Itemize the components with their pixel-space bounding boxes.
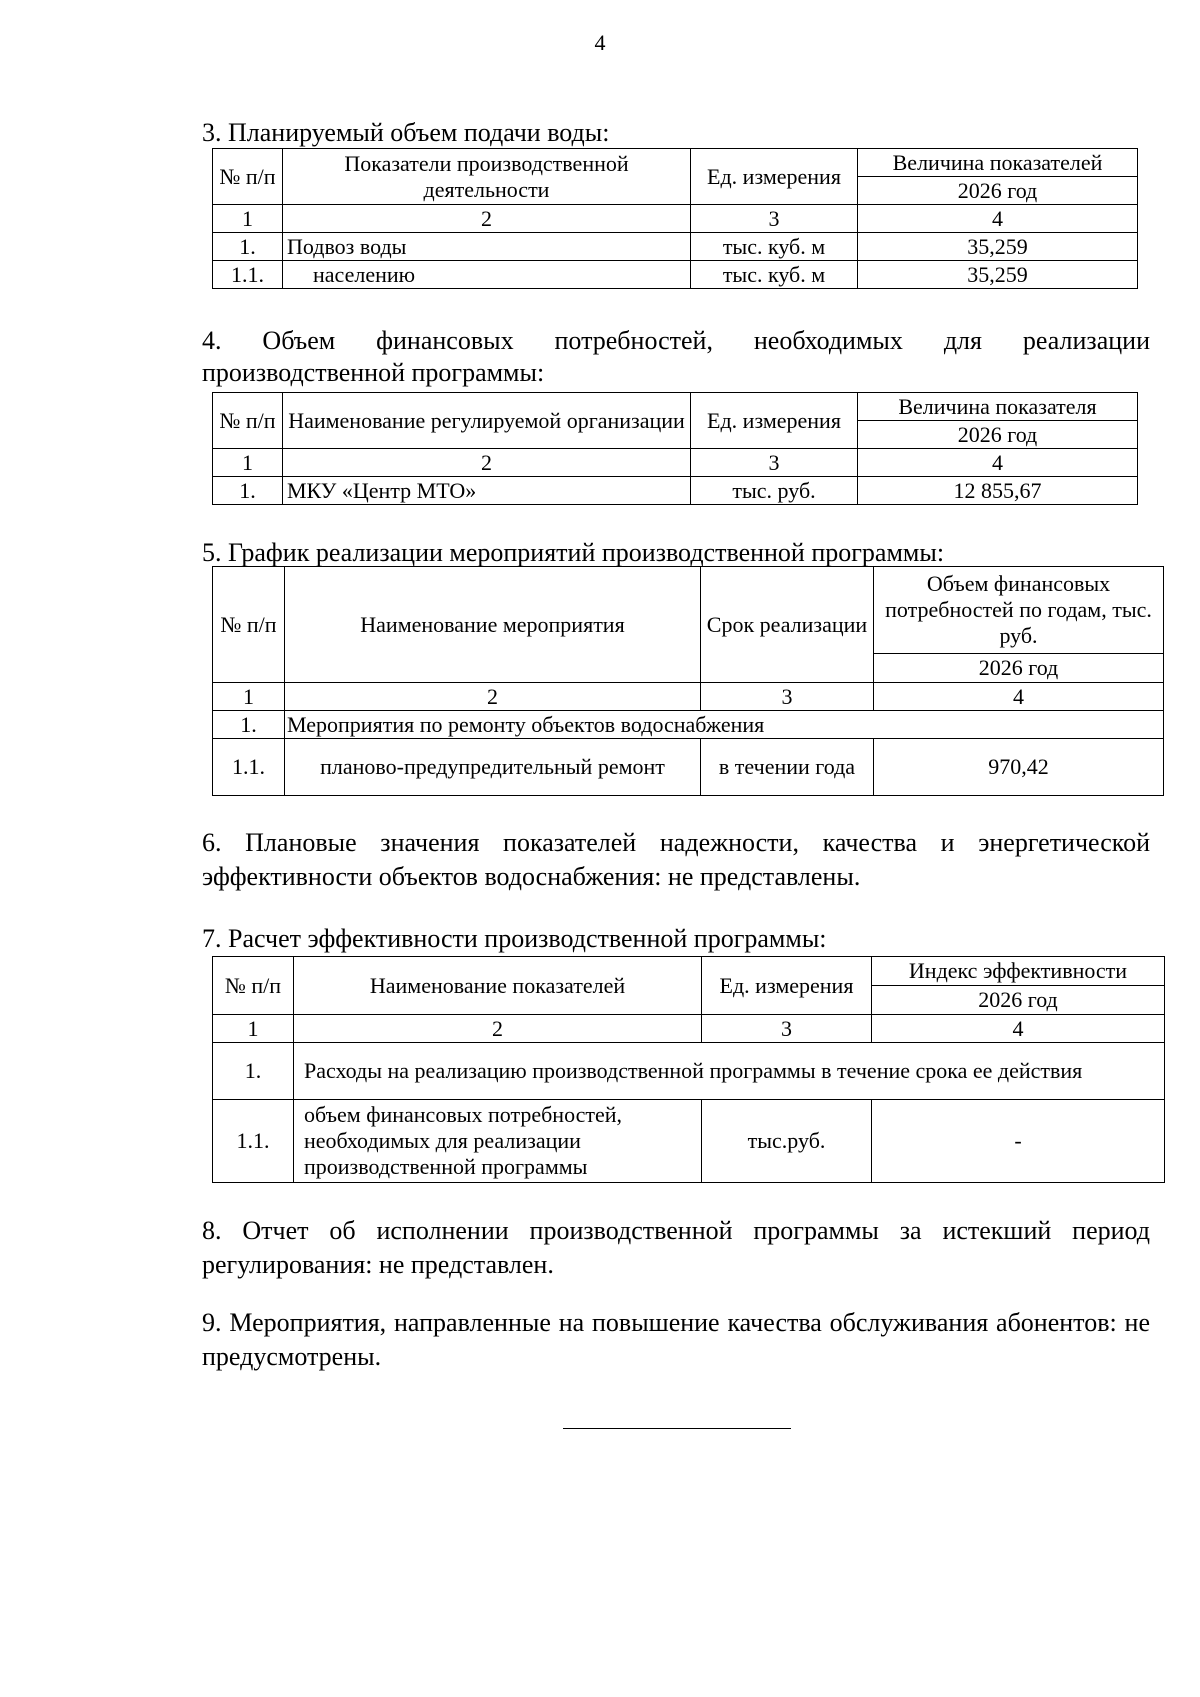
section-9-text: 9. Мероприятия, направленные на повышение качества обслуживания абонентов: не предусмотрены. xyxy=(202,1308,1150,1371)
header-name: Показатели производственной деятельности xyxy=(283,149,691,205)
table-group-row xyxy=(213,711,1164,739)
section-3-heading: 3. Планируемый объем подачи воды: xyxy=(202,118,610,147)
row-unit: тыс.руб. xyxy=(702,1100,872,1183)
col-number: 3 xyxy=(701,683,874,711)
col-number: 2 xyxy=(285,683,701,711)
table-row xyxy=(213,1100,1165,1183)
schedule-table xyxy=(212,566,1164,796)
row-name: МКУ «Центр МТО» xyxy=(283,477,691,505)
col-number: 2 xyxy=(294,1015,702,1043)
row-num: 1. xyxy=(213,477,283,505)
row-name: планово-предупредительный ремонт xyxy=(285,739,701,796)
row-num: 1. xyxy=(213,711,285,739)
row-num: 1.1. xyxy=(213,1100,294,1183)
section-6-text: 6. Плановые значения показателей надежности, качества и энергетической эффективности объектов водоснабжения: не представлены. xyxy=(202,828,1150,891)
col-number: 3 xyxy=(702,1015,872,1043)
row-name: объем финансовых потребностей, необходимых для реализации производственной программы xyxy=(294,1100,702,1183)
row-name: Подвоз воды xyxy=(283,233,691,261)
header-unit: Ед. измерения xyxy=(702,957,872,1015)
row-value: 35,259 xyxy=(858,233,1138,261)
col-number: 2 xyxy=(283,205,691,233)
closing-line xyxy=(563,1428,791,1429)
header-num: № п/п xyxy=(213,957,294,1015)
efficiency-table xyxy=(212,956,1165,1183)
row-name: Мероприятия по ремонту объектов водоснабжения xyxy=(285,711,1164,739)
header-num: № п/п xyxy=(213,393,283,449)
col-number: 4 xyxy=(872,1015,1165,1043)
table-group-row xyxy=(213,1043,1165,1100)
header-num: № п/п xyxy=(213,149,283,205)
header-year: 2026 год xyxy=(858,177,1138,205)
header-value-group: Индекс эффективности xyxy=(872,957,1165,986)
header-unit: Ед. измерения xyxy=(691,393,858,449)
row-unit: тыс. руб. xyxy=(691,477,858,505)
col-number: 1 xyxy=(213,1015,294,1043)
header-year: 2026 год xyxy=(858,421,1138,449)
header-value-group: Величина показателей xyxy=(858,149,1138,177)
col-number: 2 xyxy=(283,449,691,477)
col-number: 3 xyxy=(691,205,858,233)
row-name: населению xyxy=(283,261,691,289)
row-value: 12 855,67 xyxy=(858,477,1138,505)
header-name: Наименование мероприятия xyxy=(285,567,701,683)
financial-needs-table xyxy=(212,392,1138,505)
page-number: 4 xyxy=(594,30,606,55)
header-value-group: Величина показателя xyxy=(858,393,1138,421)
section-4-heading: 4. Объем финансовых потребностей, необходимых для реализации производственной программы: xyxy=(202,326,1150,387)
section-8-text: 8. Отчет об исполнении производственной программы за истекший период регулирования: не представлен. xyxy=(202,1216,1150,1279)
col-number: 1 xyxy=(213,205,283,233)
water-supply-table xyxy=(212,148,1138,289)
col-number: 4 xyxy=(858,449,1138,477)
row-unit: тыс. куб. м xyxy=(691,261,858,289)
row-value: 970,42 xyxy=(874,739,1164,796)
table-row xyxy=(213,739,1164,796)
col-number: 1 xyxy=(213,683,285,711)
row-unit: тыс. куб. м xyxy=(691,233,858,261)
col-number: 1 xyxy=(213,449,283,477)
col-number: 4 xyxy=(874,683,1164,711)
section-7-heading: 7. Расчет эффективности производственной программы: xyxy=(202,924,827,953)
header-year: 2026 год xyxy=(874,654,1164,683)
section-5-heading: 5. График реализации мероприятий производственной программы: xyxy=(202,538,945,567)
header-num: № п/п xyxy=(213,567,285,683)
header-name: Наименование регулируемой организации xyxy=(283,393,691,449)
row-num: 1. xyxy=(213,1043,294,1100)
col-number: 4 xyxy=(858,205,1138,233)
col-number: 3 xyxy=(691,449,858,477)
table-row xyxy=(213,233,1138,261)
header-value-group: Объем финансовых потребностей по годам, тыс. руб. xyxy=(874,567,1164,654)
row-num: 1.1. xyxy=(213,261,283,289)
header-term: Срок реализации xyxy=(701,567,874,683)
row-num: 1.1. xyxy=(213,739,285,796)
header-name: Наименование показателей xyxy=(294,957,702,1015)
row-term: в течении года xyxy=(701,739,874,796)
header-year: 2026 год xyxy=(872,986,1165,1015)
row-value: 35,259 xyxy=(858,261,1138,289)
row-name: Расходы на реализацию производственной программы в течение срока ее действия xyxy=(294,1043,1165,1100)
header-unit: Ед. измерения xyxy=(691,149,858,205)
row-num: 1. xyxy=(213,233,283,261)
row-value: - xyxy=(872,1100,1165,1183)
table-row xyxy=(213,477,1138,505)
table-row xyxy=(213,261,1138,289)
